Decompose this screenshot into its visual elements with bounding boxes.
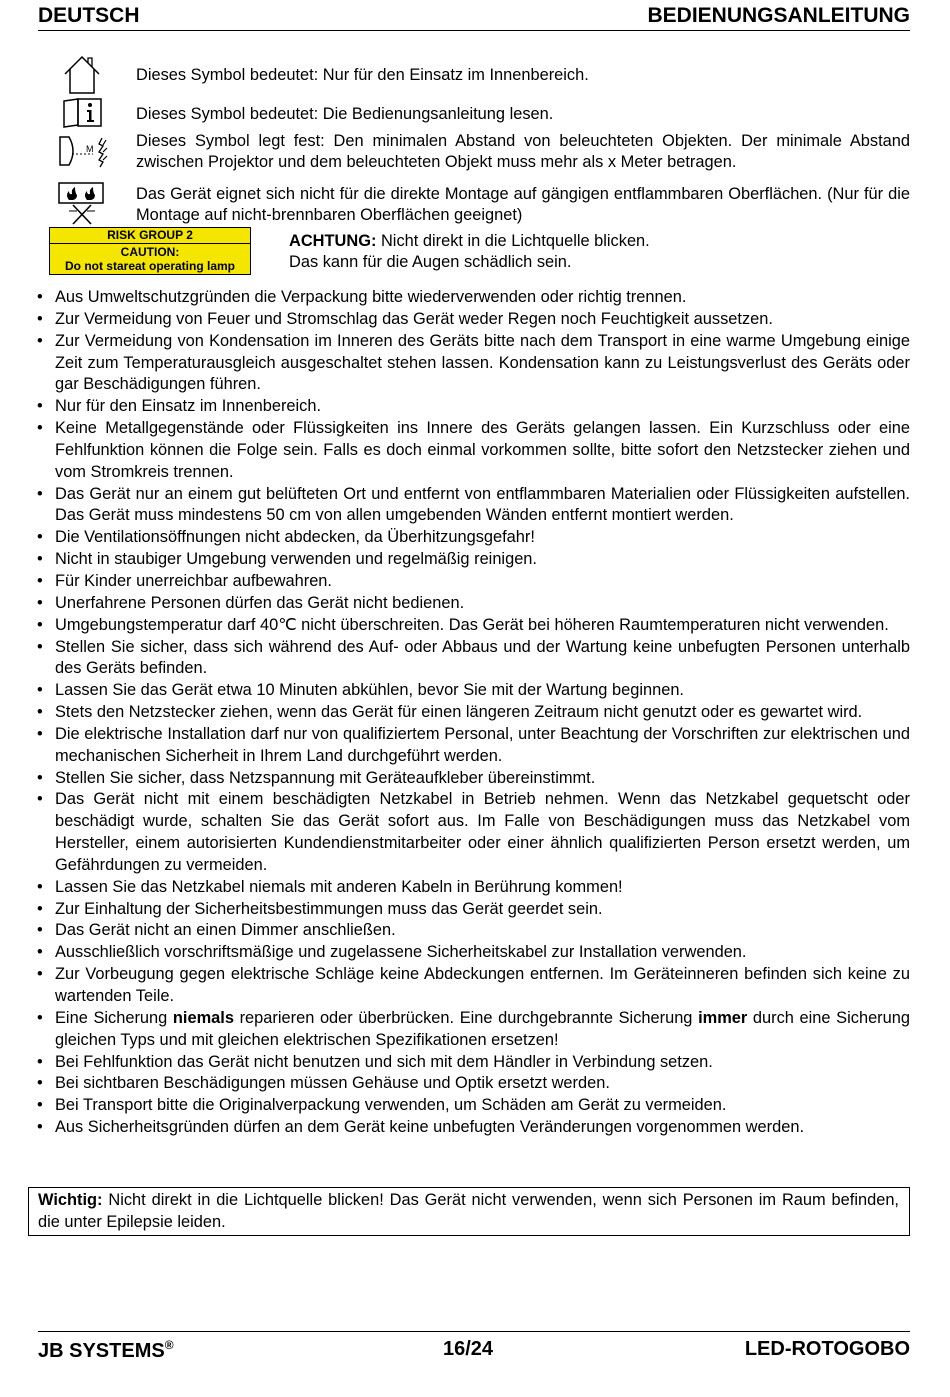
bullet: • [37, 615, 43, 634]
bullet: • [37, 965, 43, 984]
list-item: • Umgebungstemperatur darf 40℃ nicht überschreiten. Das Gerät bei höheren Raumtemperaturen nicht verwenden. [28, 615, 910, 637]
bullet: • [37, 288, 43, 306]
list-item: • Stellen Sie sicher, dass Netzspannung mit Geräteaufkleber übereinstimmt. [28, 768, 910, 790]
list-item: • Bei Transport bitte die Originalverpackung verwenden, um Schäden am Gerät zu vermeiden. [28, 1095, 910, 1117]
achtung-label: ACHTUNG: [289, 232, 377, 250]
list-item: • Zur Vermeidung von Feuer und Stromschlag das Gerät weder Regen noch Feuchtigkeit aussetzen. [28, 309, 910, 331]
bullet: • [37, 593, 43, 612]
list-item: • Die Ventilationsöffnungen nicht abdecken, da Überhitzungsgefahr! [28, 527, 910, 549]
bullet: • [37, 550, 43, 569]
bullet: • [37, 528, 43, 547]
achtung-line2: Das kann für die Augen schädlich sein. [289, 253, 572, 271]
safety-instructions-list [28, 287, 910, 1139]
bullet: • [37, 484, 43, 503]
bullet: • [37, 703, 43, 722]
bullet: • [37, 1008, 43, 1027]
list-item: • Ausschließlich vorschriftsmäßige und zugelassene Sicherheitskabel zur Installation verwenden. [28, 942, 910, 964]
bullet: • [37, 899, 43, 918]
list-item: • Zur Vorbeugung gegen elektrische Schläge keine Abdeckungen entfernen. Im Geräteinneren befinden sich keine zu wartenden Teile. [37, 965, 910, 1005]
achtung-notice [289, 231, 650, 273]
bullet: • [37, 681, 43, 700]
header-language: DEUTSCH [38, 4, 140, 27]
symbol-text-indoor: Dieses Symbol bedeutet: Nur für den Einsatz im Innenbereich. [136, 66, 589, 84]
bullet: • [37, 419, 43, 438]
manual-info-icon [62, 97, 104, 129]
list-item: • Lassen Sie das Netzkabel niemals mit anderen Kabeln in Berührung kommen! [28, 877, 910, 899]
list-item: • Die elektrische Installation darf nur von qualifiziertem Personal, unter Beachtung der Vorschriften zur elektrischen und mechanischen Sicherheit in Ihrem Land durchgeführt werden. [37, 724, 910, 765]
list-item: • Aus Sicherheitsgründen dürfen an dem Gerät keine unbefugten Veränderungen vorgenommen werden. [28, 1117, 910, 1139]
page-number: 16/24 [443, 1338, 494, 1360]
list-item-fuse: • Eine Sicherung niemals reparieren oder überbrücken. Eine durchgebrannte Sicherung immer durch eine Sicherung gleichen Typs und mit gleichen elektrischen Spezifikationen ersetzen! [37, 1008, 910, 1049]
page-header [38, 4, 910, 31]
symbol-text-flammable: Das Gerät eignet sich nicht für die direkte Montage auf gängigen entflammbaren Oberflächen. (Nur für die Montage auf nicht-brennbaren Oberflächen geeignet) [136, 185, 910, 224]
bullet: • [37, 571, 43, 590]
no-flammable-surface-icon [57, 181, 105, 227]
list-item: • Zur Vermeidung von Kondensation im Inneren des Geräts bitte nach dem Transport in eine warme Umgebung einige Zeit zum Temperaturausgleich ausgeschaltet stehen lassen. Kondensation kann zu Leistungsverlust des Geräts oder gar Beschädigungen führen. [37, 331, 910, 394]
list-item: • Keine Metallgegenstände oder Flüssigkeiten ins Innere des Geräts gelangen lassen. Ein Kurzschluss oder eine Fehlfunktion können die Folge sein. Falls es doch einmal vorkommen sollte, bitte sofort den Netzstecker ziehen und vom Stromkreis trennen. [37, 419, 910, 481]
important-label: Wichtig: [38, 1191, 103, 1209]
bullet: • [37, 724, 43, 743]
important-text: Nicht direkt in die Lichtquelle blicken! Das Gerät nicht verwenden, wenn sich Personen im Raum befinden, die unter Epilepsie leiden. [38, 1191, 899, 1231]
page-footer [38, 1331, 910, 1368]
bullet: • [37, 1118, 43, 1137]
list-item: • Zur Einhaltung der Sicherheitsbestimmungen muss das Gerät geerdet sein. [28, 899, 910, 921]
bullet: • [37, 637, 43, 656]
bullet: • [37, 1074, 43, 1093]
bullet: • [37, 331, 43, 350]
min-distance-icon [55, 132, 111, 170]
list-item: • Bei sichtbaren Beschädigungen müssen Gehäuse und Optik ersetzt werden. [28, 1073, 910, 1095]
list-item: • Nur für den Einsatz im Innenbereich. [28, 396, 910, 418]
bullet: • [37, 397, 43, 416]
achtung-line1: Nicht direkt in die Lichtquelle blicken. [376, 232, 650, 250]
list-item: • Stets den Netzstecker ziehen, wenn das Gerät für einen längeren Zeitraum nicht genutzt oder es gewartet wird. [28, 702, 910, 724]
list-item: • Unerfahrene Personen dürfen das Gerät nicht bedienen. [28, 593, 910, 615]
footer-product: LED-ROTOGOBO [744, 1338, 910, 1360]
bullet: • [37, 309, 43, 328]
symbol-text-distance: Dieses Symbol legt fest: Den minimalen Abstand von beleuchteten Objekten. Der minimale Abstand zwischen Projektor und dem beleuchteten Objekt muss mehr als x Meter betragen. [136, 132, 910, 171]
risk-group-label [49, 227, 251, 275]
list-item: • Bei Fehlfunktion das Gerät nicht benutzen und sich mit dem Händler in Verbindung setzen. [28, 1052, 910, 1074]
bullet: • [37, 877, 43, 896]
list-item: • Das Gerät nicht mit einem beschädigten Netzkabel in Betrieb nehmen. Wenn das Netzkabel gequetscht oder beschädigt wurde, schalten Sie das Gerät sofort aus. Im Falle von Beschädigungen muss das Netzkabel vom Hersteller, einem autorisierten Kundendienstmitarbeiter oder einer ähnlich qualifizierten Person ersetzt werden, um Gefährdungen zu vermeiden. [37, 790, 910, 874]
list-item: • Stellen Sie sicher, dass sich während des Auf- oder Abbaus und der Wartung keine unbefugten Personen unterhalb des Geräts befinden. [37, 637, 910, 678]
bullet: • [37, 1052, 43, 1071]
symbol-text-manual: Dieses Symbol bedeutet: Die Bedienungsanleitung lesen. [136, 105, 554, 123]
bullet: • [37, 1096, 43, 1115]
list-item: • Für Kinder unerreichbar aufbewahren. [28, 571, 910, 593]
footer-brand: JB SYSTEMS® [38, 1338, 174, 1362]
important-notice-box [28, 1187, 910, 1236]
registered-mark: ® [164, 1338, 174, 1352]
risk-warning-text: Do not stareat operating lamp [64, 259, 236, 273]
list-item: • Aus Umweltschutzgründen die Verpackung bitte wiederverwenden oder richtig trennen. [28, 287, 910, 309]
house-indoor-icon [62, 54, 102, 96]
risk-caution: CAUTION: [120, 245, 180, 259]
distance-unit-label: M [86, 144, 94, 154]
risk-group-title: RISK GROUP 2 [50, 228, 250, 244]
list-item: • Nicht in staubiger Umgebung verwenden und regelmäßig reinigen. [28, 549, 910, 571]
bullet: • [37, 768, 43, 787]
bullet: • [37, 943, 43, 962]
list-item: • Lassen Sie das Gerät etwa 10 Minuten abkühlen, bevor Sie mit der Wartung beginnen. [28, 680, 910, 702]
header-doc-title: BEDIENUNGSANLEITUNG [647, 4, 910, 27]
list-item: • Das Gerät nicht an einen Dimmer anschließen. [28, 920, 910, 942]
list-item: • Das Gerät nur an einem gut belüfteten Ort und entfernt von entflammbaren Materialien oder Flüssigkeiten aufstellen. Das Gerät muss mindestens 50 cm von allen umgebenden Wänden entfernt montiert werden. [37, 484, 910, 525]
bullet: • [37, 921, 43, 940]
bullet: • [37, 790, 43, 809]
